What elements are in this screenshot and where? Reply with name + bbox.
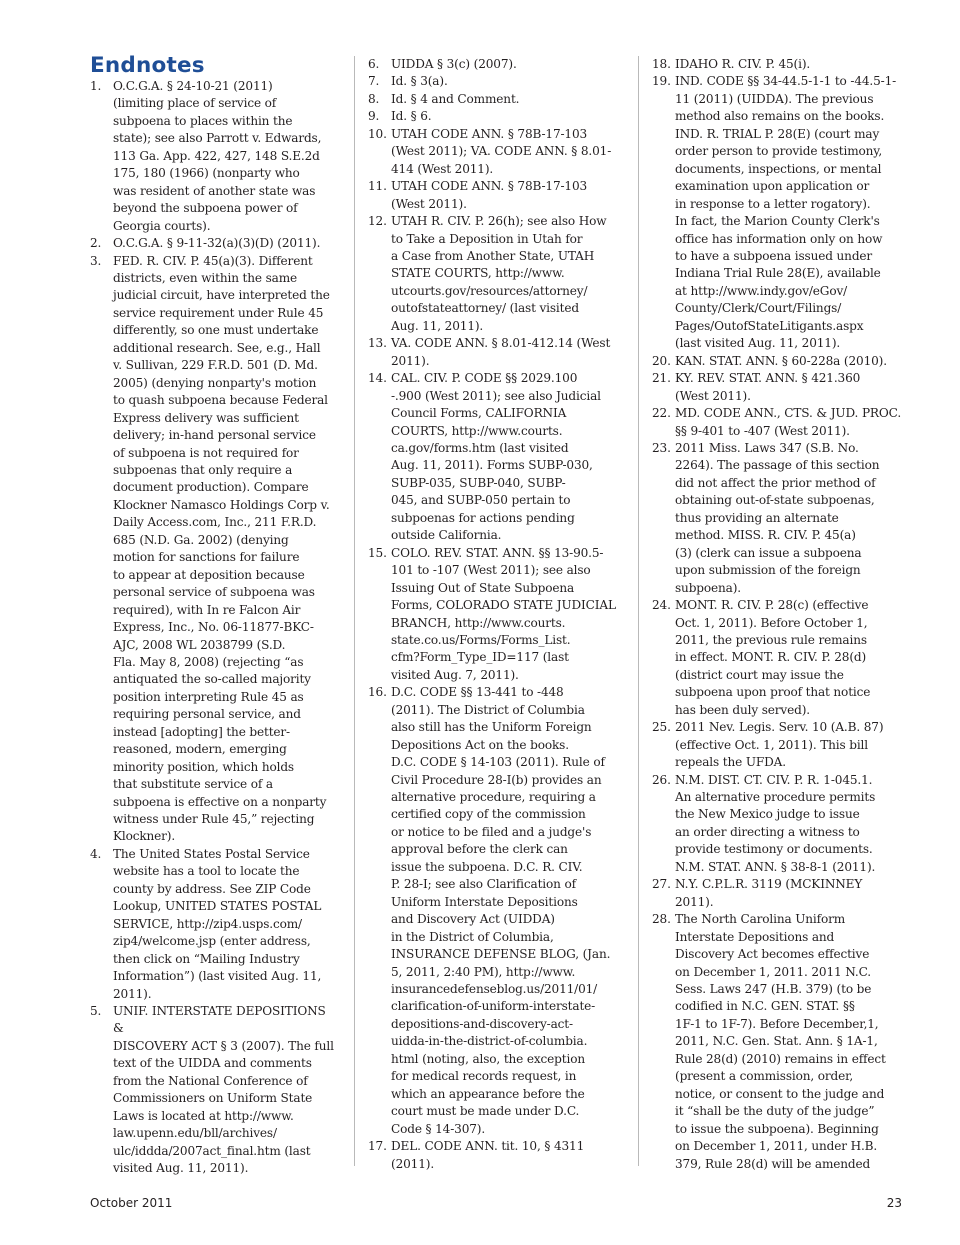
endnote-item <box>90 1003 338 1178</box>
endnote-number: 15. <box>368 545 387 560</box>
endnote-number: 20. <box>652 353 671 368</box>
endnote-text: O.C.G.A. § 24-10-21 (2011) (limiting place of service of subpoena to places within the state); see also Parrott v. Edwards, 113 Ga. App. 422, 427, 148 S.E.2d 175, 180 (1966) (nonparty who was resident of another state was beyond the subpoena power of Georgia courts). <box>113 79 322 233</box>
endnote-item <box>652 876 902 911</box>
endnote-text: O.C.G.A. § 9-11-32(a)(3)(D) (2011). <box>113 236 321 251</box>
endnote-number: 23. <box>652 440 671 455</box>
endnote-text: IDAHO R. CIV. P. 45(i). <box>675 57 811 71</box>
endnote-item <box>90 846 338 1003</box>
footer-date: October 2011 <box>90 1196 173 1210</box>
endnote-text: The United States Postal Service website has a tool to locate the county by address. See ZIP Code Lookup, UNITED STATES POSTAL SERVICE, http://zip4.usps.com/ zip4/welcome.jsp (enter address, then click on “Mailing Industry Information”) (last visited Aug. 11, 2011). <box>113 846 322 1001</box>
endnote-item <box>652 772 902 877</box>
endnote-number: 28. <box>652 912 671 927</box>
endnote-item <box>652 73 902 352</box>
endnote-item <box>652 405 902 440</box>
endnote-number: 8. <box>368 91 380 106</box>
endnote-number: 3. <box>90 253 102 268</box>
endnote-text: IND. CODE §§ 34-44.5-1-1 to -44.5-1- 11 (2011) (UIDDA). The previous method also remains on the books. IND. R. TRIAL P. 28(E) (court may order person to provide testimony, documents, inspections, or mental examination upon application or in response to a letter rogatory). In fact, the Marion County Clerk's office has information only on how to have a subpoena issued under Indiana Trial Rule 28(E), available at http://www.indy.gov/eGov/ County/Clerk/Court/Filings/ Pages/OutofStateLitigants.aspx (last visited Aug. 11, 2011). <box>675 74 897 351</box>
endnote-text: CAL. CIV. P. CODE §§ 2029.100 -.900 (West 2011); see also Judicial Council Forms, CALIFORNIA COURTS, http://www.courts. ca.gov/forms.htm (last visited Aug. 11, 2011). Forms SUBP-030, SUBP-035, SUBP-040, SUBP- 045, and SUBP-050 pertain to subpoenas for actions pending outside California. <box>391 371 601 543</box>
endnote-text: D.C. CODE §§ 13-441 to -448 (2011). The District of Columbia also still has the Uniform Foreign Depositions Act on the books. D.C. CODE § 14-103 (2011). Rule of Civil Procedure 28-I(b) provides an alternative procedure, requiring a certified copy of the commission or notice to be filed and a judge's approval before the clerk can issue the subpoena. D.C. R. CIV. P. 28-I; see also Clarification of Uniform Interstate Depositions and Discovery Act (UIDDA) in the District of Columbia, INSURANCE DEFENSE BLOG, (Jan. 5, 2011, 2:40 PM), http://www. insurancedefenseblog.us/2011/01/ clarification-of-uniform-interstate- depositions-and-discovery-act- uidda-in-the-district-of-columbia. html (noting, also, the exception for medical records request, in which an appearance before the court must be made under D.C. Code § 14-307). <box>391 685 611 1136</box>
endnote-text: N.Y. C.P.L.R. 3119 (MCKINNEY 2011). <box>675 877 863 909</box>
endnote-number: 6. <box>368 57 380 71</box>
endnote-text: The North Carolina Uniform Interstate Depositions and Discovery Act becomes effective on December 1, 2011. 2011 N.C. Sess. Laws 247 (H.B. 379) (to be codified in N.C. GEN. STAT. §§ 1F-1 to 1F-7). Before December,1, 2011, N.C. Gen. Stat. Ann. § 1A-1, Rule 28(d) (2010) remains in effect (present a commission, order, notice, or consent to the judge and it “shall be the duty of the judge” to issue the subpoena). Beginning on December 1, 2011, under H.B. 379, Rule 28(d) will be amended <box>675 912 886 1171</box>
endnote-number: 9. <box>368 109 380 124</box>
endnote-text: UTAH CODE ANN. § 78B-17-103 (West 2011). <box>391 179 588 211</box>
endnote-number: 12. <box>368 214 387 229</box>
endnote-item <box>368 545 626 685</box>
endnote-number: 4. <box>90 846 102 861</box>
endnote-number: 26. <box>652 772 671 787</box>
endnote-text: MD. CODE ANN., CTS. & JUD. PROC. §§ 9-401 to -407 (West 2011). <box>675 406 902 438</box>
endnote-item <box>368 178 626 213</box>
endnote-number: 5. <box>90 1004 102 1019</box>
page-title: Endnotes <box>90 53 205 78</box>
endnote-item <box>368 1138 626 1173</box>
endnote-text: UTAH CODE ANN. § 78B-17-103 (West 2011); VA. CODE ANN. § 8.01- 414 (West 2011). <box>391 126 612 176</box>
endnote-item <box>368 126 626 178</box>
endnote-item <box>368 108 626 125</box>
endnote-list <box>368 56 626 1173</box>
endnote-item <box>368 335 626 370</box>
endnote-number: 25. <box>652 720 671 735</box>
endnote-text: COLO. REV. STAT. ANN. §§ 13-90.5- 101 to -107 (West 2011); see also Issuing Out of State Subpoena Forms, COLORADO STATE JUDICIAL BRANCH, http://www.courts. state.co.us/Forms/Forms_List. cfm?Form_Type_ID=117 (last visited Aug. 7, 2011). <box>391 545 616 682</box>
endnotes-column-3 <box>652 56 902 1173</box>
endnote-item <box>652 440 902 597</box>
endnote-text: 2011 Nev. Legis. Serv. 10 (A.B. 87) (effective Oct. 1, 2011). This bill repeals the UFDA. <box>675 720 884 770</box>
endnote-number: 13. <box>368 336 387 351</box>
endnote-item <box>652 353 902 370</box>
endnote-number: 17. <box>368 1139 387 1154</box>
endnote-text: DEL. CODE ANN. tit. 10, § 4311 (2011). <box>391 1139 585 1171</box>
endnote-item <box>652 911 902 1173</box>
endnote-number: 14. <box>368 371 387 386</box>
endnote-number: 22. <box>652 406 671 421</box>
endnotes-column-1 <box>90 78 338 1178</box>
endnote-text: FED. R. CIV. P. 45(a)(3). Different districts, even within the same judicial circuit, have interpreted the service requirement under Rule 45 differently, so one must undertake additional research. See, e.g., Hall v. Sullivan, 229 F.R.D. 501 (D. Md. 2005) (denying nonparty's motion to quash subpoena because Federal Express delivery was sufficient delivery; in-hand personal service of subpoena is not required for subpoenas that only require a document production). Compare Klockner Namasco Holdings Corp v. Daily Access.com, Inc., 211 F.R.D. 685 (N.D. Ga. 2002) (denying motion for sanctions for failure to appear at deposition because personal service of subpoena was required), with In re Falcon Air Express, Inc., No. 06-11877-BKC- AJC, 2008 WL 2038799 (S.D. Fla. May 8, 2008) (rejecting “as antiquated the so-called majority position interpreting Rule 45 as requiring personal service, and instead [adopting] the better- reasoned, modern, emerging minority position, which holds that substitute service of a subpoena is effective on a nonparty witness under Rule 45,” rejecting Klockner). <box>113 253 330 844</box>
endnote-item <box>368 91 626 108</box>
endnote-text: VA. CODE ANN. § 8.01-412.14 (West 2011). <box>391 336 611 368</box>
endnote-number: 10. <box>368 126 387 141</box>
endnote-item <box>368 73 626 90</box>
endnote-text: Id. § 4 and Comment. <box>391 91 520 106</box>
endnote-text: Id. § 6. <box>391 109 432 124</box>
endnote-number: 27. <box>652 877 671 892</box>
endnote-number: 2. <box>90 236 102 251</box>
endnote-number: 21. <box>652 371 671 386</box>
endnote-item <box>652 719 902 771</box>
endnote-text: KAN. STAT. ANN. § 60-228a (2010). <box>675 353 887 368</box>
endnote-item <box>90 253 338 846</box>
endnote-number: 7. <box>368 74 380 89</box>
endnote-item <box>368 684 626 1138</box>
endnote-number: 18. <box>652 57 671 71</box>
endnote-item <box>652 370 902 405</box>
footer-page-number: 23 <box>886 1196 902 1210</box>
endnote-text: MONT. R. CIV. P. 28(c) (effective Oct. 1, 2011). Before October 1, 2011, the previous rule remains in effect. MONT. R. CIV. P. 28(d) (district court may issue the subpoena upon proof that notice has been duly served). <box>675 598 871 717</box>
endnote-text: 2011 Miss. Laws 347 (S.B. No. 2264). The passage of this section did not affect the prior method of obtaining out-of-state subpoenas, thus providing an alternate method. MISS. R. CIV. P. 45(a) (3) (clerk can issue a subpoena upon submission of the foreign subpoena). <box>675 440 880 595</box>
endnote-number: 16. <box>368 685 387 700</box>
endnote-item <box>90 78 338 235</box>
endnote-item <box>368 56 626 73</box>
endnote-item <box>90 235 338 252</box>
endnotes-column-2 <box>368 56 626 1173</box>
endnote-text: N.M. DIST. CT. CIV. P. R. 1-045.1. An alternative procedure permits the New Mexico judge to issue an order directing a witness to provide testimony or documents. N.M. STAT. ANN. § 38-8-1 (2011). <box>675 772 876 874</box>
endnote-text: UTAH R. CIV. P. 26(h); see also How to Take a Deposition in Utah for a Case from Another State, UTAH STATE COURTS, http://www. utcourts.gov/resources/attorney/ outofstateattorney/ (last visited Aug. 11, 2011). <box>391 214 607 333</box>
endnote-item <box>652 56 902 73</box>
endnote-text: UNIF. INTERSTATE DEPOSITIONS & DISCOVERY ACT § 3 (2007). The full text of the UIDDA and comments from the National Conference of Commissioners on Uniform State Laws is located at http://www. law.upenn.edu/bll/archives/ ulc/iddda/2007act_final.htm (last visited Aug. 11, 2011). <box>113 1004 334 1176</box>
endnote-item <box>652 597 902 719</box>
endnote-list <box>90 78 338 1178</box>
endnote-number: 1. <box>90 79 102 93</box>
endnote-text: KY. REV. STAT. ANN. § 421.360 (West 2011). <box>675 371 861 403</box>
endnote-item <box>368 370 626 545</box>
endnote-number: 24. <box>652 598 671 613</box>
endnote-item <box>368 213 626 335</box>
endnote-number: 19. <box>652 74 671 89</box>
column-divider <box>354 56 355 1166</box>
endnote-text: Id. § 3(a). <box>391 74 448 89</box>
endnote-list <box>652 56 902 1173</box>
endnote-number: 11. <box>368 179 387 194</box>
endnote-text: UIDDA § 3(c) (2007). <box>391 57 517 71</box>
column-divider <box>638 56 639 1166</box>
